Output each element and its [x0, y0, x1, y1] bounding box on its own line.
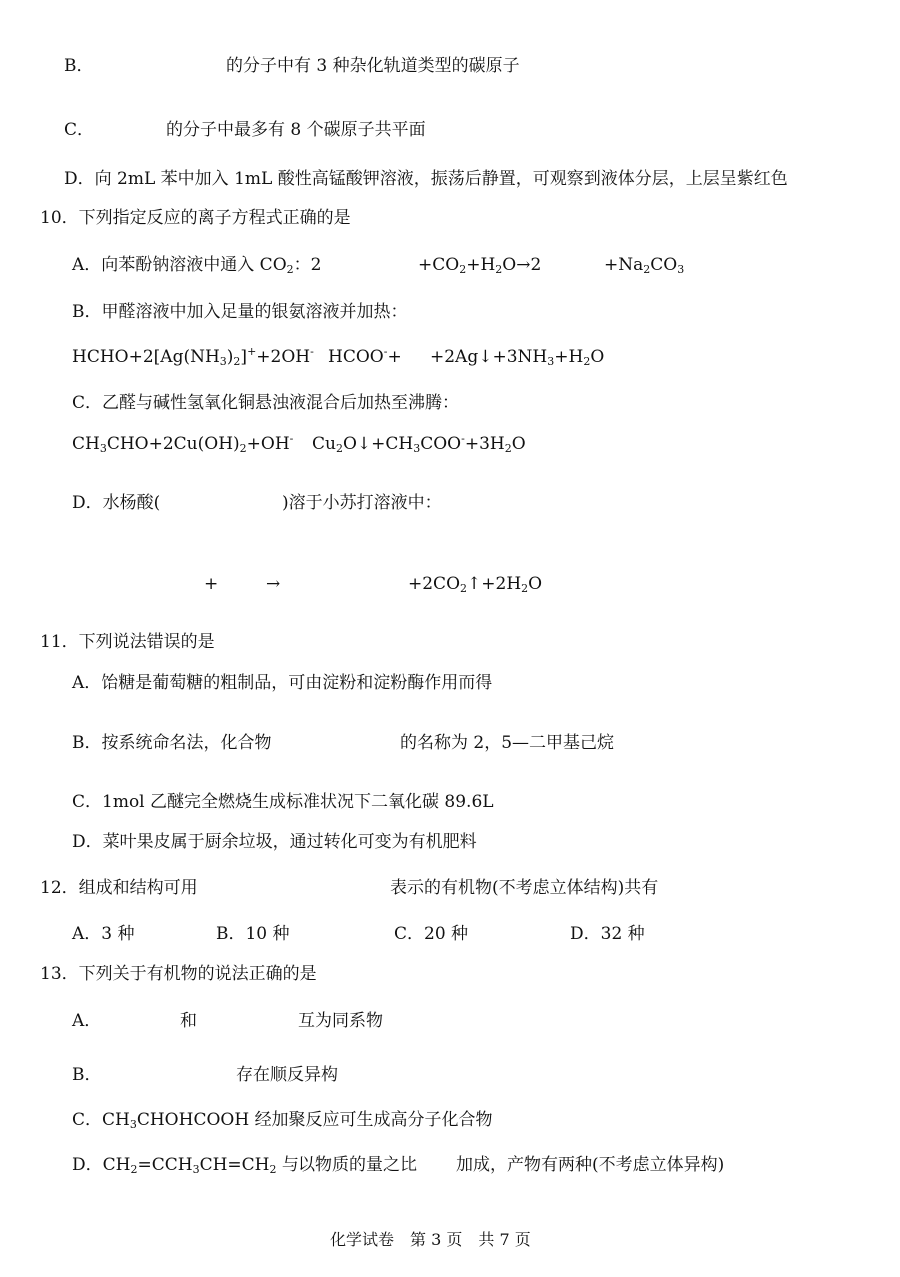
page-footer: 化学试卷 第 3 页 共 7 页: [330, 1230, 531, 1249]
q12-option-a: A．3 种: [72, 924, 135, 944]
q10-option-a: A．向苯酚钠溶液中通入 $CO_2$：2: [72, 255, 322, 276]
q12-stem-end: 表示的有机物(不考虑立体结构)共有: [390, 878, 659, 898]
q10-option-d-tail: )溶于小苏打溶液中：: [282, 493, 442, 513]
q11-stem: 11．下列说法错误的是: [40, 632, 215, 652]
q10-option-d-product: $+2CO_2↑+2H_2O$: [408, 574, 543, 595]
q10-option-c-equation-product: $Cu_2O↓+CH_3COO^-+3H_2O$: [312, 432, 526, 455]
q11-option-c: C．1mol 乙醚完全燃烧生成标准状况下二氧化碳 89.6L: [72, 792, 494, 812]
q12-stem-start: 12．组成和结构可用: [40, 878, 198, 898]
q10-option-c-equation: $CH_3CHO+2Cu(OH)_2+OH^-$: [72, 432, 294, 455]
q13-option-a-tail: 互为同系物: [298, 1011, 383, 1031]
q13-option-c: C．$CH_3CHOHCOOH$ 经加聚反应可生成高分子化合物: [72, 1110, 493, 1131]
q13-option-d: D．$CH_2=CCH_3CH=CH_2$ 与: [72, 1155, 299, 1176]
q9-option-c-text: 的分子中最多有 8 个碳原子共平面: [166, 120, 426, 140]
q13-option-a-and: 和: [180, 1011, 197, 1031]
q10-option-b: B．甲醛溶液中加入足量的银氨溶液并加热：: [72, 302, 408, 322]
q10-option-b-equation-tail: $+2Ag↓+3NH_3+H_2O$: [430, 347, 605, 368]
q10-option-d-plus: +: [204, 574, 219, 594]
q10-option-b-equation-product: HCOO-+: [328, 345, 402, 367]
q10-option-d: D．水杨酸(: [72, 493, 161, 513]
q10-option-a-end: $+Na_2CO_3$: [604, 255, 685, 276]
q13-option-d-ratio: 以物质的量之比: [298, 1155, 417, 1175]
q12-option-c: C．20 种: [394, 924, 469, 944]
q9-option-b-label: B．: [64, 56, 94, 76]
q13-option-b-tail: 存在顺反异构: [236, 1065, 338, 1085]
q10-option-b-equation: $HCHO+2[Ag(NH_3)_2]^++2OH^-$: [72, 345, 314, 368]
q9-option-d: D．向 2mL 苯中加入 1mL 酸性高锰酸钾溶液，振荡后静置，可观察到液体分层，上层呈紫红色: [64, 169, 788, 189]
q10-option-d-arrow: →: [266, 574, 281, 594]
q13-stem: 13．下列关于有机物的说法正确的是: [40, 964, 317, 984]
q9-option-c-label: C．: [64, 120, 95, 140]
q12-option-d: D．32 种: [570, 924, 645, 944]
q12-option-b: B．10 种: [216, 924, 290, 944]
q13-option-b-label: B．: [72, 1065, 102, 1085]
q11-option-b-end: 的名称为 2，5—二甲基己烷: [400, 733, 615, 753]
q9-option-b: [64, 54, 94, 78]
q13-option-d-tail: 加成，产物有两种(不考虑立体异构): [456, 1155, 725, 1175]
q11-option-d: D．菜叶果皮属于厨余垃圾，通过转化可变为有机肥料: [72, 832, 477, 852]
q13-option-a-label: A．: [72, 1011, 102, 1031]
q10-option-a-middle: $+CO_2+H_2O\to 2$: [418, 255, 542, 276]
q11-option-b-start: B．按系统命名法，化合物: [72, 733, 272, 753]
q10-option-c: C．乙醛与碱性氢氧化铜悬浊液混合后加热至沸腾：: [72, 393, 460, 413]
q11-option-a: A．饴糖是葡萄糖的粗制品，可由淀粉和淀粉酶作用而得: [72, 673, 493, 693]
q9-option-b-text: 的分子中有 3 种杂化轨道类型的碳原子: [226, 56, 520, 76]
q10-stem: 10．下列指定反应的离子方程式正确的是: [40, 208, 351, 228]
